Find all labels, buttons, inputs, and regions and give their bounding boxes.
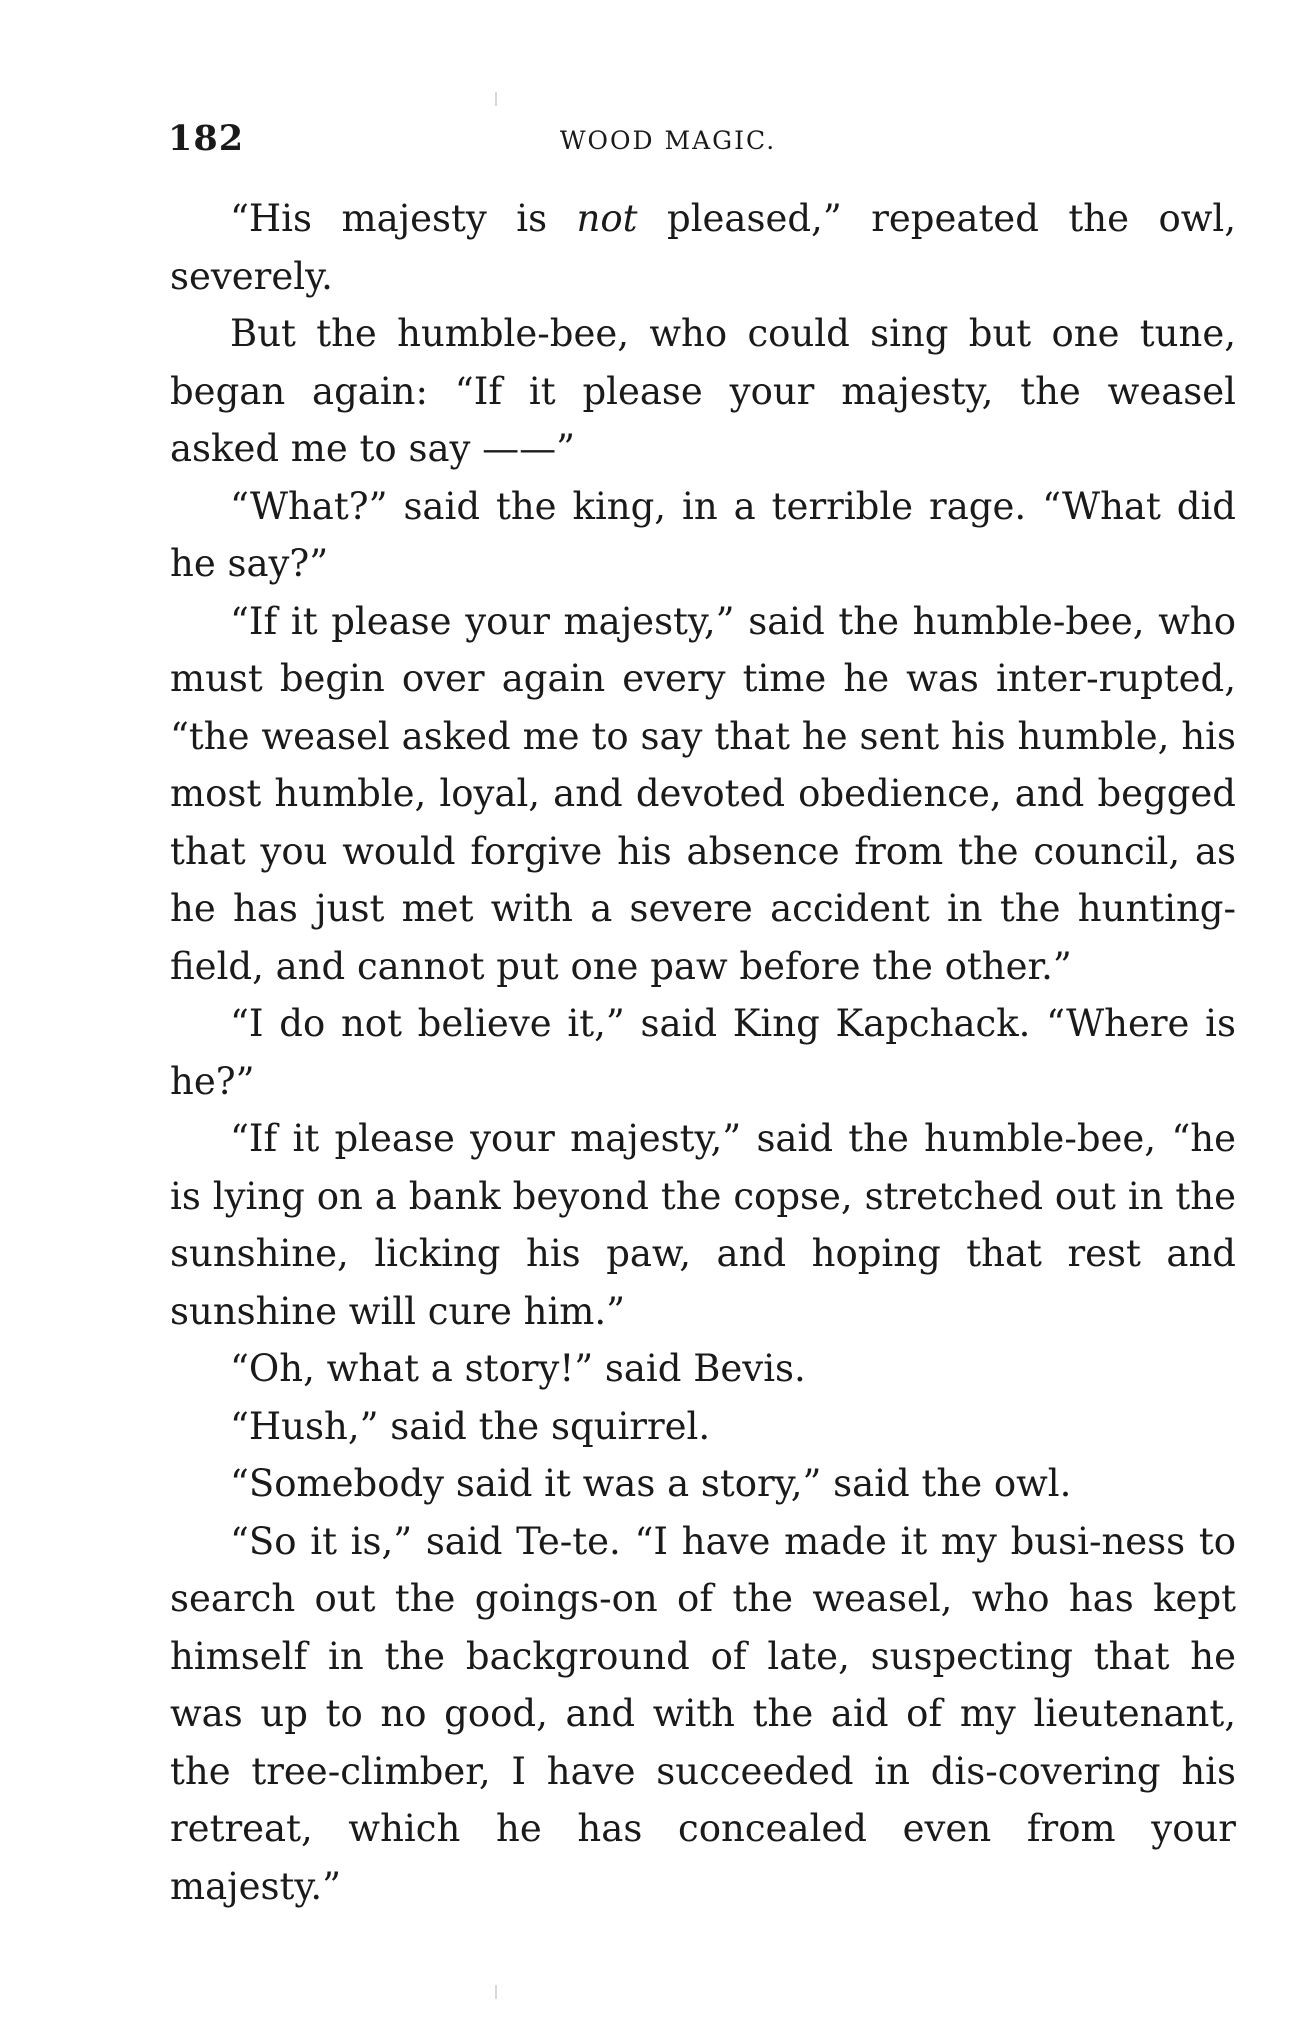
paragraph bbox=[170, 190, 1236, 305]
paragraph: “If it please your majesty,” said the humble-bee, who must begin over again every time he was inter-rupted, “the weasel asked me to say that he sent his humble, his most humble, loyal, and devoted obedience, and begged that you would forgive his absence from the council, as he has just met with a severe accident in the hunting-field, and cannot put one paw before the other.” bbox=[170, 599, 1236, 988]
page-number: 182 bbox=[168, 118, 245, 159]
emphasis-text: not bbox=[576, 197, 638, 240]
paragraph: “Oh, what a story!” said Bevis. bbox=[230, 1347, 806, 1390]
paragraph-text: pleased,” repeated the owl, severely. bbox=[170, 197, 1236, 298]
paragraph: “What?” said the king, in a terrible rage. “What did he say?” bbox=[170, 484, 1236, 585]
paragraph: “Hush,” said the squirrel. bbox=[230, 1404, 711, 1448]
paragraph: “So it is,” said Te-te. “I have made it my busi-ness to search out the goings-on of the weasel, who has kept himself in the background of late, suspecting that he was up to no good, and with the aid of my lieutenant, the tree-climber, I have succeeded in dis-covering his retreat, which he has concealed even from your majesty.” bbox=[170, 1519, 1236, 1908]
paragraph-text: “His majesty is bbox=[230, 197, 577, 240]
paragraph: But the humble-bee, who could sing but one tune, began again: “If it please your majesty, the weasel asked me to say ——” bbox=[170, 312, 1236, 470]
paragraph: “Somebody said it was a story,” said the owl. bbox=[230, 1462, 1072, 1505]
page-speck bbox=[495, 1985, 497, 1999]
body-text bbox=[170, 190, 1236, 1915]
page-header bbox=[168, 118, 1168, 168]
page-speck bbox=[495, 92, 497, 106]
paragraph: “If it please your majesty,” said the humble-bee, “he is lying on a bank beyond the copse, stretched out in the sunshine, licking his paw, and hoping that rest and sunshine will cure him.” bbox=[170, 1117, 1236, 1333]
running-head: WOOD MAGIC. bbox=[559, 126, 777, 155]
paragraph: “I do not believe it,” said King Kapchack. “Where is he?” bbox=[170, 1002, 1236, 1103]
